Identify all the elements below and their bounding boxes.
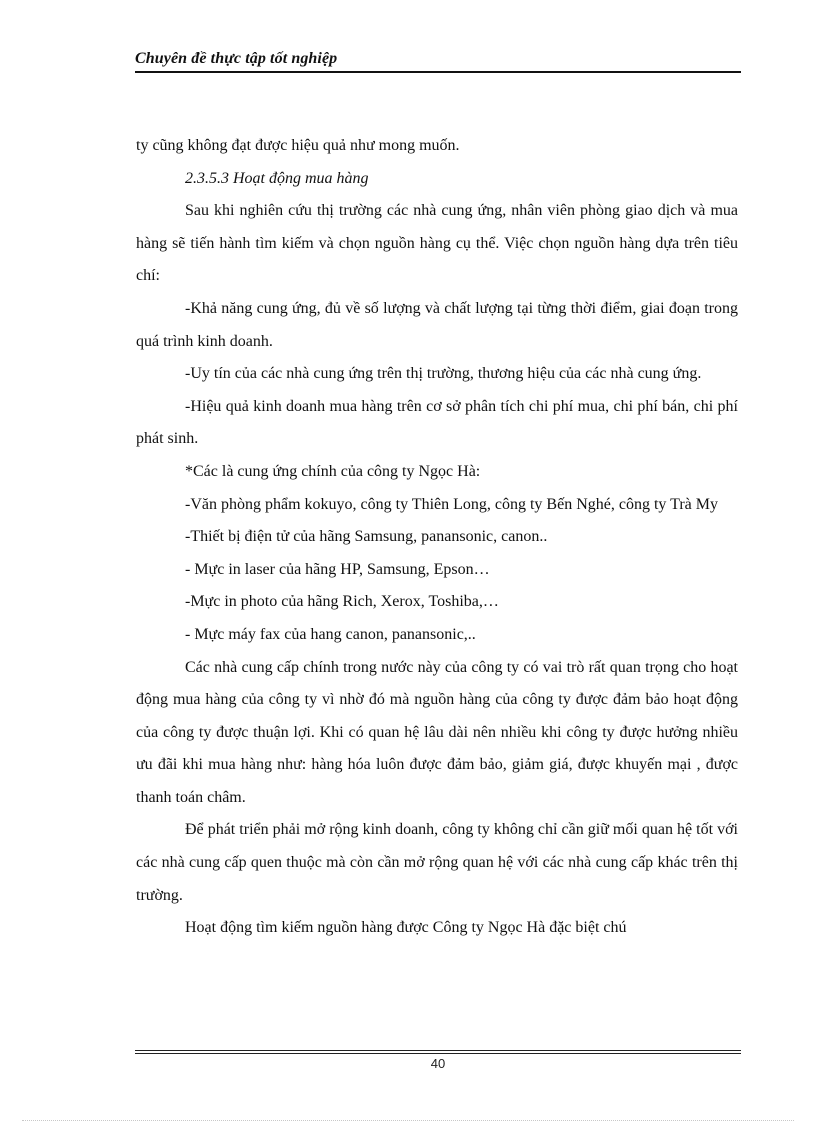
- paragraph-expansion: Để phát triển phải mở rộng kinh doanh, công ty không chỉ cần giữ mối quan hệ tốt với các nhà cung cấp quen thuộc mà còn cần mở rộng quan hệ với các nhà cung cấp khác trên thị trường.: [136, 821, 738, 904]
- page-edge-divider: [22, 1120, 794, 1121]
- supplier-laser-ink: - Mực in laser của hãng HP, Samsung, Epson…: [185, 560, 490, 578]
- main-suppliers-heading: *Các là cung ứng chính của công ty Ngọc Hà:: [185, 462, 481, 480]
- document-body: [136, 130, 738, 945]
- supplier-photo-ink: -Mực in photo của hãng Rich, Xerox, Toshiba,…: [185, 593, 499, 611]
- supplier-electronics: -Thiết bị điện tử của hãng Samsung, panansonic, canon..: [185, 528, 548, 546]
- page-number: 40: [430, 1056, 446, 1071]
- paragraph-supplier-selection: Sau khi nghiên cứu thị trường các nhà cung ứng, nhân viên phòng giao dịch và mua hàng sẽ tiến hành tìm kiếm và chọn nguồn hàng cụ thể. Việc chọn nguồn hàng dựa trên tiêu chí:: [136, 202, 738, 285]
- document-title: Chuyên đề thực tập tốt nghiệp: [135, 50, 338, 67]
- supplier-fax-ink: - Mực máy fax của hang canon, panansonic,..: [185, 625, 476, 643]
- supplier-stationery: -Văn phòng phẩm kokuyo, công ty Thiên Long, công ty Bến Nghé, công ty Trà My: [185, 495, 718, 513]
- paragraph-continuation: ty cũng không đạt được hiệu quả như mong muốn.: [136, 137, 460, 154]
- section-heading: 2.3.5.3 Hoạt động mua hàng: [185, 169, 369, 187]
- paragraph-supplier-role: Các nhà cung cấp chính trong nước này của công ty có vai trò rất quan trọng cho hoạt động mua hàng của công ty vì nhờ đó mà nguồn hàng của công ty được đảm bảo hoạt động của công ty được thuận lợi. Khi có quan hệ lâu dài nên nhiều khi công ty được hưởng nhiều ưu đãi khi mua hàng như: hàng hóa luôn được đảm bảo, giảm giá, được khuyến mại , được thanh toán châm.: [136, 658, 738, 806]
- footer-divider-top: [135, 1050, 741, 1051]
- paragraph-sourcing: Hoạt động tìm kiếm nguồn hàng được Công ty Ngọc Hà đặc biệt chú: [185, 919, 627, 937]
- footer-divider-bottom: [135, 1053, 741, 1054]
- criterion-reputation: -Uy tín của các nhà cung ứng trên thị trường, thương hiệu của các nhà cung ứng.: [185, 365, 702, 383]
- criterion-efficiency: -Hiệu quả kinh doanh mua hàng trên cơ sở phân tích chi phí mua, chi phí bán, chi phí phát sinh.: [136, 397, 738, 448]
- header-divider: [135, 71, 741, 73]
- page-footer: [135, 1050, 741, 1090]
- page-header: [135, 48, 741, 72]
- criterion-capacity: -Khả năng cung ứng, đủ về số lượng và chất lượng tại từng thời điểm, giai đoạn trong quá trình kinh doanh.: [136, 299, 738, 350]
